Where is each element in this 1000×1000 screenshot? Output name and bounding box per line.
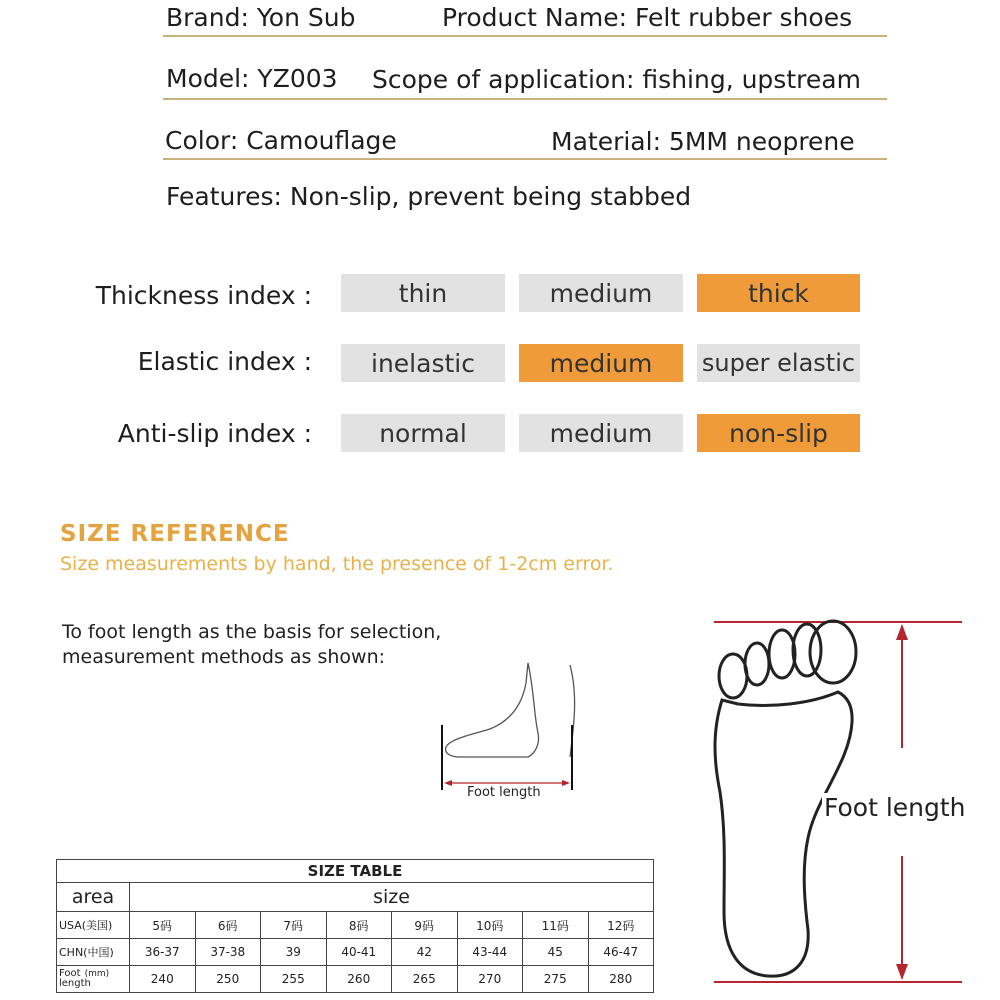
foot-side-illustration xyxy=(430,655,590,805)
table-cell: 240 xyxy=(130,966,196,993)
index-option: super elastic xyxy=(697,344,860,382)
spec-brand: Brand: Yon Sub xyxy=(166,3,356,32)
table-cell: 43-44 xyxy=(457,939,523,966)
table-cell: 265 xyxy=(392,966,458,993)
divider-line xyxy=(163,35,887,37)
size-table-title-row xyxy=(57,860,654,883)
spec-features: Features: Non-slip, prevent being stabbed xyxy=(166,182,692,211)
spec-material: Material: 5MM neoprene xyxy=(551,127,855,156)
table-cell: 40-41 xyxy=(326,939,392,966)
method-line-2: measurement methods as shown: xyxy=(62,646,386,668)
table-cell: 11码 xyxy=(523,912,589,939)
table-cell: 42 xyxy=(392,939,458,966)
index-option: normal xyxy=(341,414,505,452)
row-label-unit: (mm) xyxy=(84,969,110,979)
index-option-selected: medium xyxy=(519,344,683,382)
size-header: size xyxy=(130,883,654,912)
area-header: area xyxy=(57,883,130,912)
table-row xyxy=(57,939,654,966)
size-reference-title: SIZE REFERENCE xyxy=(60,521,290,547)
table-cell: 270 xyxy=(457,966,523,993)
table-cell: 250 xyxy=(195,966,261,993)
table-cell: 280 xyxy=(588,966,654,993)
table-cell: 39 xyxy=(261,939,327,966)
size-table-header-row xyxy=(57,883,654,912)
table-cell: 275 xyxy=(523,966,589,993)
table-cell: 6码 xyxy=(195,912,261,939)
row-label xyxy=(57,966,130,993)
divider-line xyxy=(163,98,887,100)
row-label: USA(美国) xyxy=(57,912,130,939)
index-option: medium xyxy=(519,274,683,312)
table-cell: 260 xyxy=(326,966,392,993)
index-option-selected: non-slip xyxy=(697,414,860,452)
size-reference-subtitle: Size measurements by hand, the presence of 1-2cm error. xyxy=(60,553,614,575)
table-cell: 7码 xyxy=(261,912,327,939)
size-table-title: SIZE TABLE xyxy=(57,860,654,883)
spec-color: Color: Camouflage xyxy=(165,126,397,155)
row-label-bottom: length xyxy=(59,978,91,989)
index-option: inelastic xyxy=(341,344,505,382)
table-cell: 36-37 xyxy=(130,939,196,966)
method-line-1: To foot length as the basis for selection, xyxy=(62,621,442,643)
table-row xyxy=(57,912,654,939)
spec-model: Model: YZ003 xyxy=(166,64,338,93)
table-cell: 45 xyxy=(523,939,589,966)
table-cell: 255 xyxy=(261,966,327,993)
table-row xyxy=(57,966,654,993)
foot-side-label: Foot length xyxy=(467,785,541,800)
index-label: Anti-slip index : xyxy=(117,419,312,448)
spec-scope: Scope of application: fishing, upstream xyxy=(372,65,861,94)
table-cell: 9码 xyxy=(392,912,458,939)
spec-product-name: Product Name: Felt rubber shoes xyxy=(442,3,853,32)
table-cell: 12码 xyxy=(588,912,654,939)
table-cell: 46-47 xyxy=(588,939,654,966)
divider-line xyxy=(163,158,887,160)
table-cell: 37-38 xyxy=(195,939,261,966)
table-cell: 5码 xyxy=(130,912,196,939)
size-table xyxy=(56,859,654,993)
index-option: thin xyxy=(341,274,505,312)
table-cell: 8码 xyxy=(326,912,392,939)
row-label-top: Foot xyxy=(59,968,81,979)
index-label: Elastic index : xyxy=(137,347,312,376)
table-cell: 10码 xyxy=(457,912,523,939)
index-option: medium xyxy=(519,414,683,452)
index-option-selected: thick xyxy=(697,274,860,312)
foot-sole-label: Foot length xyxy=(824,793,966,822)
index-label: Thickness index : xyxy=(95,281,312,310)
row-label: CHN(中国) xyxy=(57,939,130,966)
